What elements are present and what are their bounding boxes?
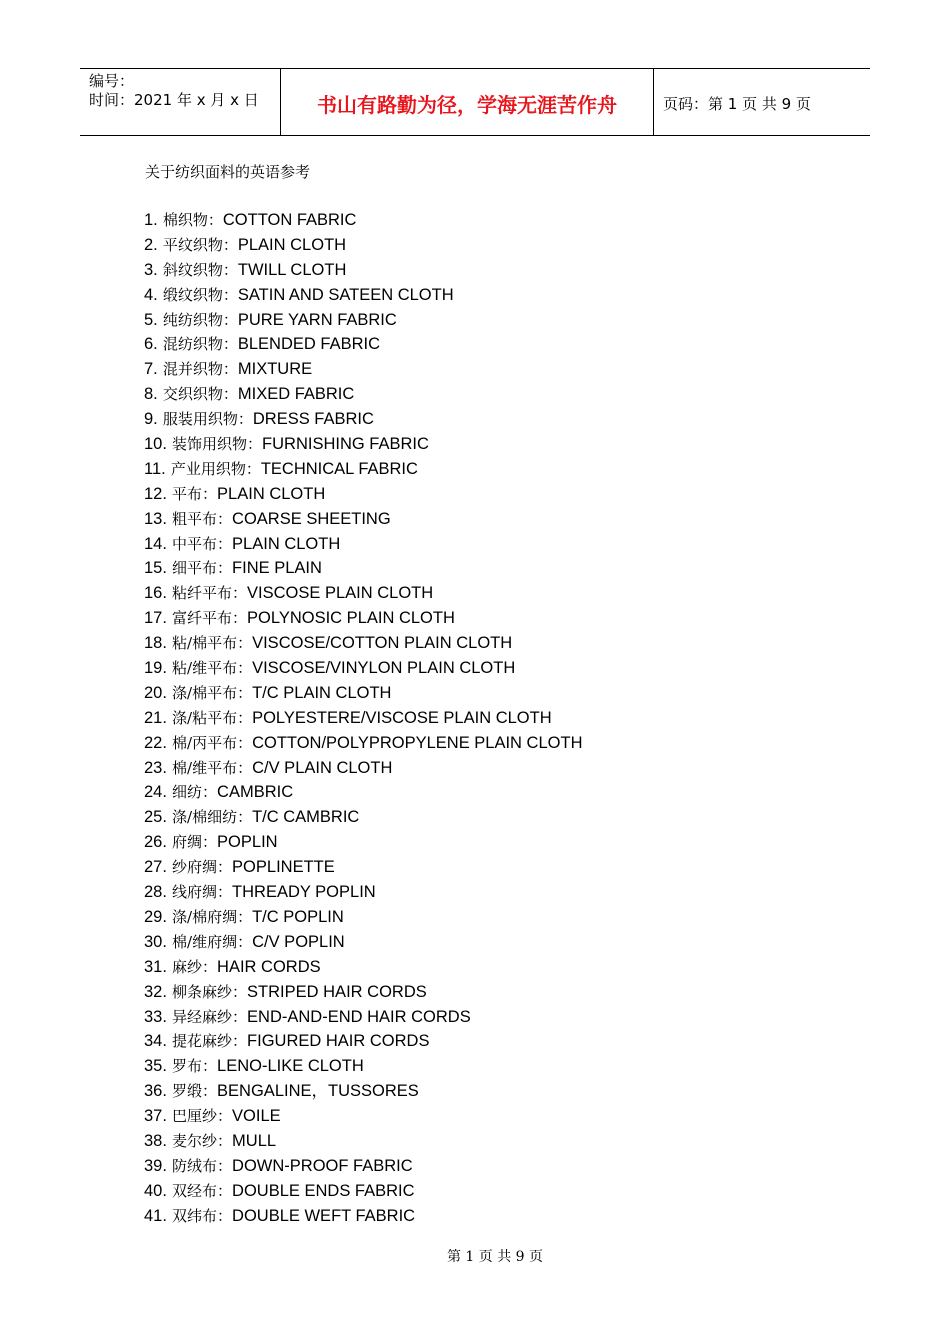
term-number: 4.: [144, 285, 158, 304]
term-chinese: 缎纹织物：: [162, 285, 238, 304]
term-chinese: 双纬布：: [172, 1206, 233, 1225]
term-number: 10.: [144, 435, 167, 454]
term-english: DRESS FABRIC: [252, 410, 374, 429]
term-chinese: 平纹织物：: [162, 235, 238, 254]
term-english: T/C POPLIN: [252, 907, 344, 926]
term-number: 16.: [144, 584, 167, 603]
term-number: 29.: [144, 907, 167, 926]
term-chinese: 防绒布：: [172, 1156, 233, 1175]
term-chinese: 混纺织物：: [162, 335, 238, 354]
term-number: 37.: [144, 1107, 167, 1126]
term-entry: [144, 880, 582, 905]
term-english: BLENDED FABRIC: [237, 335, 380, 354]
term-english: MULL: [232, 1131, 277, 1150]
term-chinese: 平布：: [172, 484, 218, 503]
term-number: 3.: [144, 260, 158, 279]
term-entry: [144, 955, 582, 980]
term-chinese: 交织织物：: [162, 385, 238, 404]
term-english: C/V POPLIN: [252, 932, 345, 951]
term-entry: [144, 507, 582, 532]
term-number: 1.: [144, 211, 158, 229]
term-chinese: 双经布：: [172, 1181, 233, 1200]
term-entry: [144, 631, 582, 656]
term-number: 13.: [144, 509, 167, 528]
term-english: POLYESTERE/VISCOSE PLAIN CLOTH: [252, 708, 552, 727]
term-english: COTTON FABRIC: [222, 211, 357, 229]
term-chinese: 粗平布：: [172, 509, 233, 528]
term-list: [144, 208, 582, 1229]
term-english: TECHNICAL FABRIC: [260, 459, 418, 478]
term-english: BENGALINE，TUSSORES: [217, 1082, 419, 1101]
term-entry: [144, 656, 582, 681]
term-english: VOILE: [232, 1107, 281, 1126]
term-english: POPLINETTE: [232, 858, 335, 877]
document-number-label: 编号：: [89, 72, 135, 90]
term-english: FIGURED HAIR CORDS: [247, 1032, 430, 1051]
term-english: DOUBLE ENDS FABRIC: [232, 1181, 415, 1200]
term-chinese: 府绸：: [172, 833, 218, 852]
header-motto-cell: [281, 69, 654, 135]
term-english: C/V PLAIN CLOTH: [252, 758, 393, 777]
term-number: 18.: [144, 634, 167, 653]
term-entry: [144, 283, 582, 308]
term-english: TWILL CLOTH: [237, 260, 347, 279]
term-chinese: 斜纹织物：: [162, 260, 238, 279]
term-number: 21.: [144, 708, 167, 727]
term-entry: [144, 855, 582, 880]
term-chinese: 罗缎：: [172, 1082, 218, 1101]
term-chinese: 巴厘纱：: [172, 1107, 233, 1126]
term-entry: [144, 208, 582, 233]
term-number: 33.: [144, 1007, 167, 1026]
term-entry: [144, 731, 582, 756]
term-entry: [144, 1054, 582, 1079]
term-entry: [144, 308, 582, 333]
term-english: PURE YARN FABRIC: [237, 310, 397, 329]
term-number: 34.: [144, 1032, 167, 1051]
term-english: PLAIN CLOTH: [232, 534, 341, 553]
term-chinese: 涤/棉细纺：: [172, 808, 253, 827]
term-chinese: 细纺：: [172, 783, 218, 802]
term-english: LENO-LIKE CLOTH: [217, 1057, 364, 1076]
header-motto: 书山有路勤为径，学海无涯苦作舟: [317, 92, 617, 117]
term-chinese: 粘/维平布：: [172, 659, 253, 678]
term-entry: [144, 332, 582, 357]
term-chinese: 产业用织物：: [170, 459, 261, 478]
term-entry: [144, 1079, 582, 1104]
term-entry: [144, 556, 582, 581]
term-entry: [144, 756, 582, 781]
term-number: 39.: [144, 1156, 167, 1175]
term-number: 14.: [144, 534, 167, 553]
term-chinese: 服装用织物：: [162, 410, 253, 429]
term-number: 36.: [144, 1082, 167, 1101]
term-number: 28.: [144, 883, 167, 902]
term-entry: [144, 780, 582, 805]
term-english: VISCOSE/VINYLON PLAIN CLOTH: [252, 659, 516, 678]
term-english: T/C CAMBRIC: [252, 808, 360, 827]
term-entry: [144, 930, 582, 955]
term-number: 12.: [144, 484, 167, 503]
term-english: STRIPED HAIR CORDS: [247, 982, 427, 1001]
term-number: 24.: [144, 783, 167, 802]
term-english: SATIN AND SATEEN CLOTH: [237, 285, 454, 304]
term-english: CAMBRIC: [217, 783, 294, 802]
term-number: 41.: [144, 1206, 167, 1225]
term-number: 15.: [144, 559, 167, 578]
term-english: COARSE SHEETING: [232, 509, 391, 528]
term-entry: [144, 1129, 582, 1154]
term-entry: [144, 1005, 582, 1030]
term-chinese: 棉/丙平布：: [172, 733, 253, 752]
term-entry: [144, 805, 582, 830]
term-english: POPLIN: [217, 833, 278, 852]
term-number: 17.: [144, 609, 167, 628]
term-entry: [144, 532, 582, 557]
term-chinese: 麦尔纱：: [172, 1131, 233, 1150]
term-chinese: 装饰用织物：: [172, 435, 263, 454]
term-number: 6.: [144, 335, 158, 354]
term-entry: [144, 382, 582, 407]
term-chinese: 棉/维府绸：: [172, 932, 253, 951]
page-footer: 第 1 页 共 9 页: [446, 1249, 544, 1265]
term-chinese: 涤/棉府绸：: [172, 907, 253, 926]
term-english: THREADY POPLIN: [232, 883, 376, 902]
term-entry: [144, 258, 582, 283]
header-page-info: 页码：第 1 页 共 9 页: [663, 94, 811, 113]
term-number: 27.: [144, 858, 167, 877]
term-chinese: 柳条麻纱：: [172, 982, 248, 1001]
term-chinese: 纱府绸：: [172, 858, 233, 877]
term-number: 5.: [144, 310, 158, 329]
term-chinese: 纯纺织物：: [162, 310, 238, 329]
term-chinese: 富纤平布：: [172, 609, 248, 628]
term-chinese: 棉织物：: [162, 211, 223, 229]
term-number: 26.: [144, 833, 167, 852]
term-english: VISCOSE PLAIN CLOTH: [247, 584, 434, 603]
term-entry: [144, 233, 582, 258]
document-title: 关于纺织面料的英语参考: [145, 163, 311, 181]
term-number: 9.: [144, 410, 158, 429]
term-number: 32.: [144, 982, 167, 1001]
document-time-label: 时间：2021 年 x 月 x 日: [89, 91, 259, 109]
term-entry: [144, 407, 582, 432]
term-english: POLYNOSIC PLAIN CLOTH: [247, 609, 455, 628]
term-number: 30.: [144, 932, 167, 951]
term-english: VISCOSE/COTTON PLAIN CLOTH: [252, 634, 513, 653]
term-chinese: 涤/棉平布：: [172, 683, 253, 702]
term-entry: [144, 606, 582, 631]
term-number: 19.: [144, 659, 167, 678]
term-chinese: 粘纤平布：: [172, 584, 248, 603]
term-chinese: 棉/维平布：: [172, 758, 253, 777]
term-number: 20.: [144, 683, 167, 702]
term-chinese: 细平布：: [172, 559, 233, 578]
term-entry: [144, 432, 582, 457]
term-chinese: 粘/棉平布：: [172, 634, 253, 653]
term-number: 11.: [144, 459, 166, 478]
term-english: PLAIN CLOTH: [237, 235, 347, 254]
term-number: 22.: [144, 733, 167, 752]
term-chinese: 罗布：: [172, 1057, 218, 1076]
term-chinese: 线府绸：: [172, 883, 233, 902]
term-entry: [144, 482, 582, 507]
term-number: 23.: [144, 758, 167, 777]
term-entry: [144, 581, 582, 606]
term-english: COTTON/POLYPROPYLENE PLAIN CLOTH: [252, 733, 583, 752]
header-meta-cell: [80, 69, 281, 135]
term-number: 2.: [144, 235, 158, 254]
term-entry: [144, 457, 582, 482]
term-number: 8.: [144, 385, 158, 404]
term-entry: [144, 706, 582, 731]
term-chinese: 提花麻纱：: [172, 1032, 248, 1051]
term-entry: [144, 980, 582, 1005]
term-number: 7.: [144, 360, 158, 379]
term-entry: [144, 1204, 582, 1229]
term-number: 40.: [144, 1181, 167, 1200]
term-english: DOUBLE WEFT FABRIC: [232, 1206, 416, 1225]
term-entry: [144, 1104, 582, 1129]
term-chinese: 混并织物：: [162, 360, 238, 379]
header-page-cell: [654, 69, 870, 135]
term-english: PLAIN CLOTH: [217, 484, 326, 503]
term-chinese: 涤/粘平布：: [172, 708, 253, 727]
term-english: T/C PLAIN CLOTH: [252, 683, 392, 702]
term-entry: [144, 1179, 582, 1204]
term-english: HAIR CORDS: [217, 957, 321, 976]
term-english: DOWN-PROOF FABRIC: [232, 1156, 413, 1175]
term-chinese: 中平布：: [172, 534, 233, 553]
term-entry: [144, 905, 582, 930]
term-number: 31.: [144, 957, 167, 976]
term-number: 38.: [144, 1131, 167, 1150]
term-chinese: 异经麻纱：: [172, 1007, 248, 1026]
term-number: 35.: [144, 1057, 167, 1076]
term-number: 25.: [144, 808, 167, 827]
term-english: FINE PLAIN: [232, 559, 322, 578]
term-english: MIXED FABRIC: [237, 385, 355, 404]
term-english: END-AND-END HAIR CORDS: [247, 1007, 471, 1026]
term-english: FURNISHING FABRIC: [262, 435, 429, 454]
term-english: MIXTURE: [237, 360, 313, 379]
term-entry: [144, 1029, 582, 1054]
document-header: [80, 68, 870, 136]
term-entry: [144, 681, 582, 706]
term-entry: [144, 830, 582, 855]
term-chinese: 麻纱：: [172, 957, 218, 976]
term-entry: [144, 1154, 582, 1179]
term-entry: [144, 357, 582, 382]
